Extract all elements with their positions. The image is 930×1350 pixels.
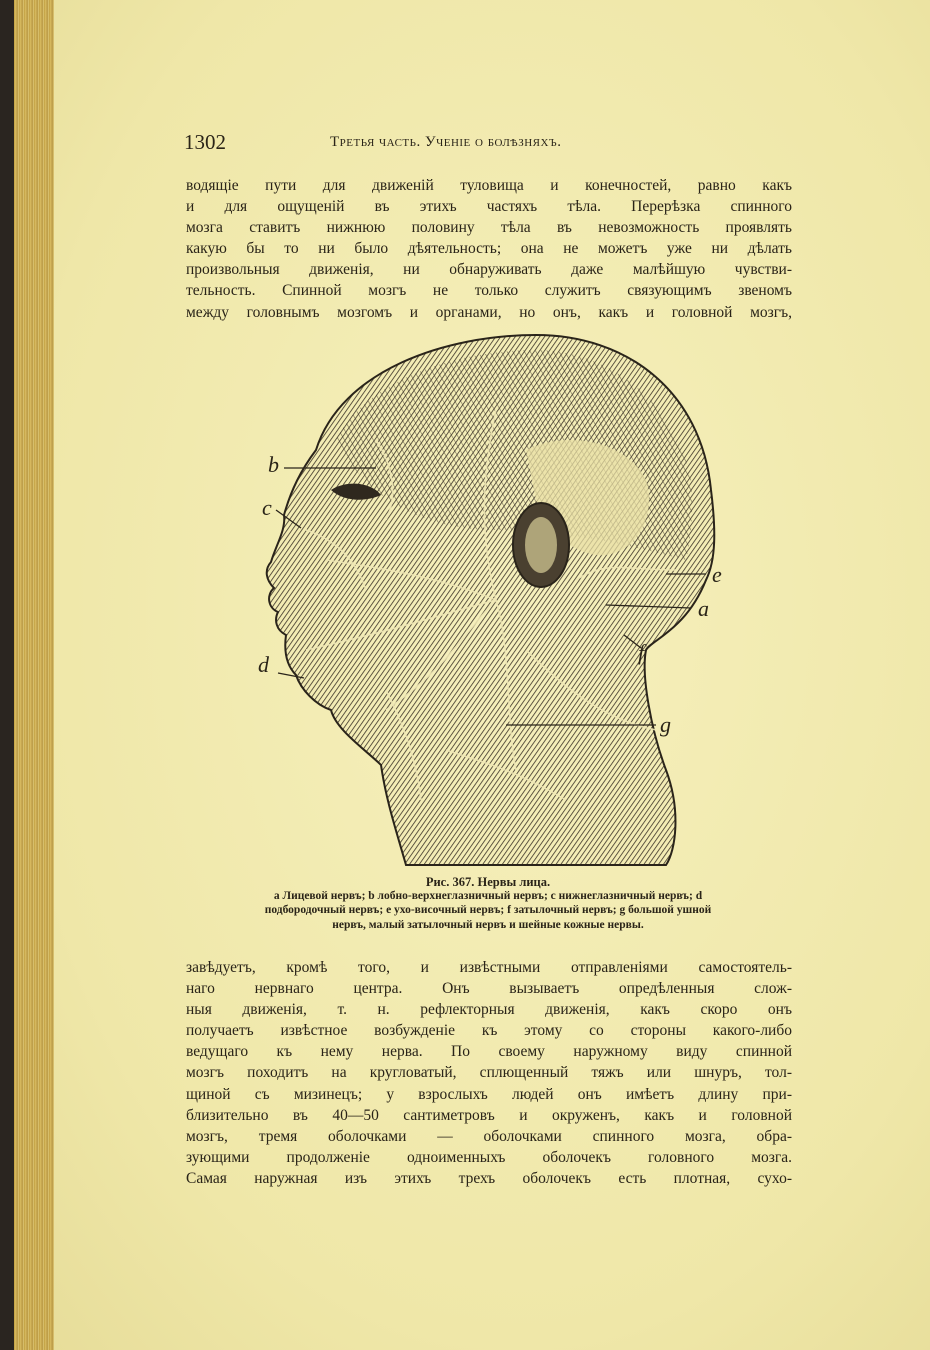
label-c: c [262,495,272,520]
text-line: мозга ставитъ нижнюю половину тѣла въ невозможность проявлять [186,219,792,237]
text-line: ведущаго къ нему нерва. По своему наружному виду спинной [186,1043,792,1061]
text-line: произвольныя движенія, ни обнаруживать даже малѣйшую чувстви- [186,261,792,279]
text-line: между головнымъ мозгомъ и органами, но онъ, какъ и головной мозгъ, [186,303,792,321]
text-line: Самая наружная изъ этихъ трехъ оболочекъ есть плотная, сухо- [186,1169,792,1187]
text-line: ныя движенія, т. н. рефлекторныя движенія, какъ скоро онъ [186,1001,792,1019]
text-line: какую бы то ни было дѣятельность; она не можетъ уже ни дѣлать [186,240,792,258]
head-nerves-illustration [246,330,766,870]
text-line: тельность. Спинной мозгъ не только служитъ связующимъ звеномъ [186,282,792,300]
caption-line: подбородочный нервъ; e ухо-височный нервъ; f затылочный нервъ; g большой ушной [264,904,712,917]
label-d: d [258,652,269,677]
text-line: водящіе пути для движеній туловища и конечностей, равно какъ [186,177,792,194]
text-line: щиной съ мизинецъ; у взрослыхъ людей онъ имѣетъ длину при- [186,1085,792,1103]
page-header [184,130,794,154]
bottom-paragraph [186,957,792,1189]
text-line: зующими продолженіе одноименныхъ оболочекъ головного мозга. [186,1148,792,1166]
text-line: завѣдуетъ, кромѣ того, и извѣстными отправленіями самостоятель- [186,959,792,976]
label-a: a [698,596,709,621]
label-e: e [712,562,722,587]
top-paragraph [186,175,792,323]
text-line: наго нервнаго центра. Онъ вызываетъ опредѣленныя слож- [186,980,792,998]
label-f: f [638,640,645,665]
label-b: b [268,452,279,477]
label-g: g [660,712,671,737]
figure-caption [182,875,794,932]
page-number: 1302 [184,130,226,154]
caption-line: нервъ, малый затылочный нервъ и шейные кожные нервы. [332,918,644,931]
text-line: близительно въ 40—50 сантиметровъ и окруженъ, какъ и головной [186,1106,792,1124]
caption-title: Рис. 367. Нервы лица. [425,875,551,889]
running-title: Третья часть. Ученіе о болѣзняхъ. [330,134,562,150]
caption-line: a Лицевой нервъ; b лобно-верхнеглазничный нервъ; c нижнеглазничный нервъ; d [273,890,703,903]
text-line: получаетъ извѣстное возбужденіе къ этому со стороны какого-либо [186,1022,792,1040]
text-line: мозгъ, тремя оболочками — оболочками спинного мозга, обра- [186,1127,792,1145]
page-edges [14,0,54,1350]
engraving-svg [246,330,766,870]
text-line: и для ощущеній въ этихъ частяхъ тѣла. Перерѣзка спинного [186,198,792,216]
book-page [14,0,930,1350]
text-line: мозгъ походитъ на кругловатый, сплющенный тяжъ или шнуръ, тол- [186,1064,792,1082]
